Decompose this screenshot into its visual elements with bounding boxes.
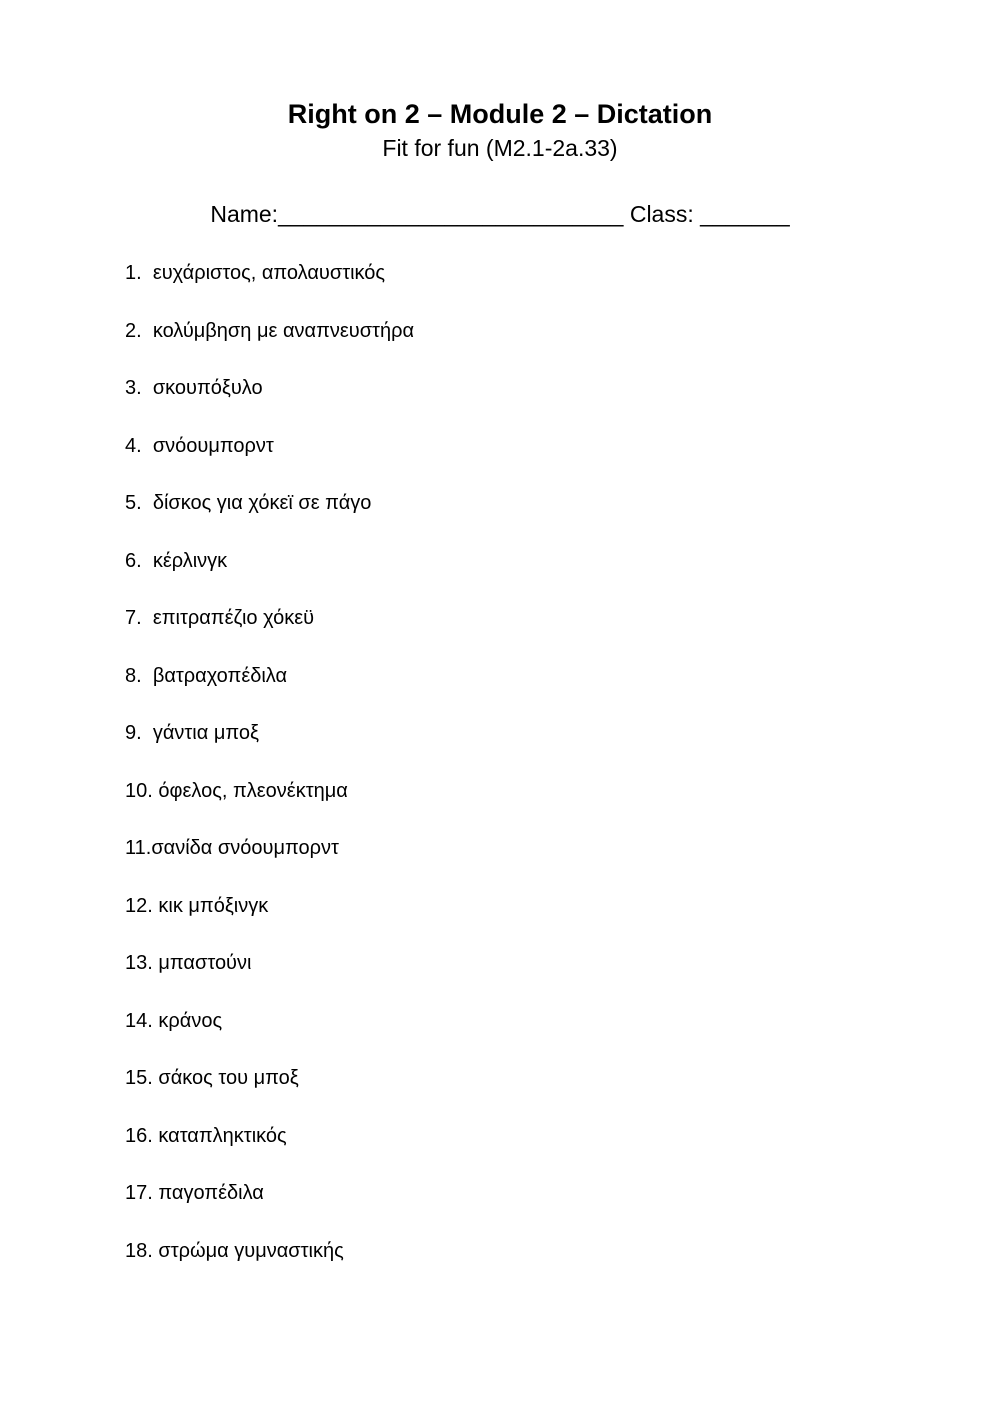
item-text: δίσκος για χόκεϊ σε πάγο: [152, 492, 372, 514]
item-text: κέρλινγκ: [152, 549, 228, 572]
page-title: Right on 2 – Module 2 – Dictation: [287, 99, 713, 129]
item-text: κικ μπόξινγκ: [158, 894, 269, 917]
item-number: 14.: [125, 1009, 153, 1032]
item-number: 13.: [125, 952, 153, 974]
item-text: σνόουμπορντ: [152, 434, 274, 457]
list-item: [125, 256, 414, 291]
item-number: 11.: [125, 837, 152, 859]
list-item: [125, 774, 414, 809]
item-number: 10.: [125, 779, 153, 802]
list-item: [125, 946, 414, 981]
list-item: [125, 429, 414, 464]
item-text: καταπληκτικός: [158, 1124, 287, 1147]
item-number: 17.: [125, 1182, 153, 1204]
item-text: μπαστούνι: [158, 952, 252, 974]
item-text: σάκος του μποξ: [158, 1067, 299, 1089]
list-item: [125, 659, 414, 694]
item-number: 7.: [125, 607, 142, 629]
list-item: [125, 716, 414, 751]
item-text: βατραχοπέδιλα: [152, 664, 288, 687]
item-text: στρώμα γυμναστικής: [158, 1239, 344, 1262]
list-item: [125, 1234, 414, 1269]
list-item: [125, 889, 414, 924]
list-item: [125, 486, 414, 521]
item-text: γάντια μποξ: [152, 722, 259, 744]
item-number: 2.: [125, 319, 142, 342]
list-item: [125, 1004, 414, 1039]
item-number: 18.: [125, 1239, 153, 1262]
item-text: κράνος: [158, 1009, 223, 1032]
list-item: [125, 1061, 414, 1096]
item-number: 3.: [125, 377, 142, 399]
item-text: παγοπέδιλα: [158, 1182, 264, 1204]
list-item: [125, 831, 414, 866]
item-number: 1.: [125, 262, 142, 284]
item-text: επιτραπέζιο χόκεϋ: [152, 607, 315, 629]
list-item: [125, 1119, 414, 1154]
item-text: ευχάριστος, απολαυστικός: [152, 262, 386, 284]
list-item: [125, 544, 414, 579]
item-number: 15.: [125, 1067, 153, 1089]
item-text: σκουπόξυλο: [152, 377, 263, 399]
item-number: 6.: [125, 549, 142, 572]
page-subtitle: Fit for fun (M2.1-2a.33): [382, 135, 618, 161]
item-text: κολύμβηση με αναπνευστήρα: [152, 319, 415, 342]
list-item: [125, 314, 414, 349]
list-item: [125, 371, 414, 406]
item-number: 4.: [125, 434, 142, 457]
list-item: [125, 601, 414, 636]
item-number: 5.: [125, 492, 142, 514]
item-number: 16.: [125, 1124, 153, 1147]
item-text: όφελος, πλεονέκτημα: [158, 779, 348, 802]
list-item: [125, 1176, 414, 1211]
item-text: σανίδα σνόουμπορντ: [151, 837, 339, 859]
item-number: 8.: [125, 664, 142, 687]
dictation-list: [125, 256, 414, 1291]
name-class-line: Name:___________________________ Class: _______: [210, 201, 790, 227]
item-number: 12.: [125, 894, 153, 917]
item-number: 9.: [125, 722, 142, 744]
